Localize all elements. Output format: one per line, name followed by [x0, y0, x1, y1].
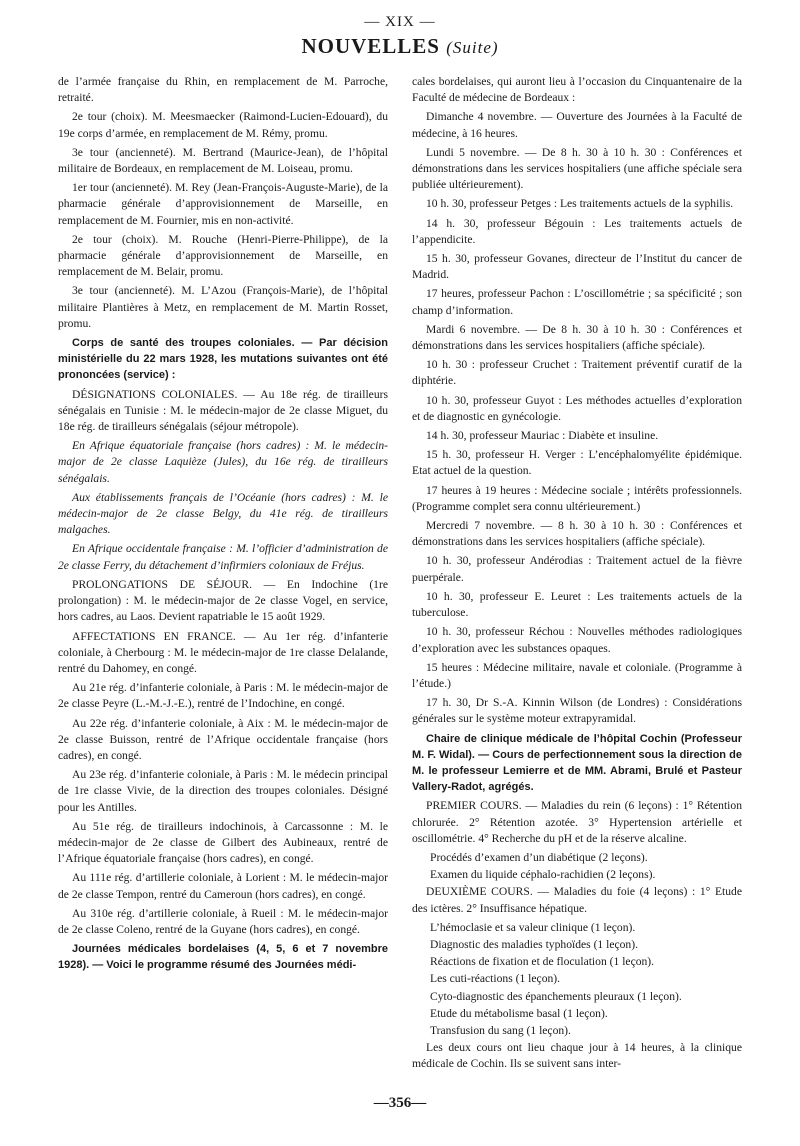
- paragraph: Au 23e rég. d’infanterie coloniale, à Paris : M. le médecin principal de 1re classe Vivie, de la direction des troupes coloniales. Désigné pour les Antilles.: [58, 768, 388, 814]
- paragraph: Dimanche 4 novembre. — Ouverture des Journées à la Faculté de médecine, à 16 heures.: [412, 110, 742, 140]
- paragraph: 17 heures à 19 heures : Médecine sociale ; intérêts professionnels. (Programme complet sera connu ultérieurement.): [412, 483, 742, 513]
- list-item: Procédés d’examen d’un diabétique (2 leçons).: [430, 850, 648, 864]
- list-item: Réactions de fixation et de floculation (1 leçon).: [430, 955, 655, 969]
- paragraph: 3e tour (ancienneté). M. Bertrand (Maurice-Jean), de l’hôpital militaire de Bordeaux, en remplacement de M. Loiseau, promu.: [58, 145, 388, 176]
- paragraph: Au 22e rég. d’infanterie coloniale, à Aix : M. le médecin-major de 2e classe Buisson, rentré de l’Afrique occidentale française (hors cadres), en congé.: [58, 716, 388, 762]
- title-suffix: (Suite): [446, 38, 499, 57]
- paragraph: 10 h. 30, professeur Réchou : Nouvelles méthodes radiologiques d’exploration avec les substances opaques.: [412, 625, 742, 655]
- list-item: Diagnostic des maladies typhoïdes (1 leçon).: [430, 937, 638, 951]
- page-number: —356—: [373, 1095, 427, 1111]
- paragraph: 10 h. 30 : professeur Cruchet : Traitement préventif curatif de la diphtérie.: [412, 358, 742, 388]
- paragraph: AFFECTATIONS EN FRANCE. — Au 1er rég. d’infanterie coloniale, à Cherbourg : M. le médecin-major de 1re classe Delalande, rentré du Dahomey, en congé.: [58, 629, 388, 675]
- page-title: [0, 34, 800, 59]
- paragraph: Aux établissements français de l’Océanie (hors cadres) : M. le médecin-major de 2e classe Belgy, du 41e rég. de tirailleurs malgaches.: [58, 490, 388, 537]
- paragraph: Au 310e rég. d’artillerie coloniale, à Rueil : M. le médecin-major de 2e classe Coleno, rentré de la Guyane (hors cadres), en congé.: [58, 906, 388, 936]
- list-item: Cyto-diagnostic des épanchements pleuraux (1 leçon).: [430, 989, 682, 1003]
- paragraph: 10 h. 30, professeur Andérodias : Traitement actuel de la fièvre puerpérale.: [412, 554, 742, 584]
- paragraph: Au 51e rég. de tirailleurs indochinois, à Carcassonne : M. le médecin-major de 2e classe de Gilbert des Aubineaux, rentré de l’Afrique équatoriale française (hors cadres), en congé.: [58, 819, 388, 866]
- paragraph: 2e tour (choix). M. Meesmaecker (Raimond-Lucien-Edouard), du 19e corps d’armée, en remplacement de M. Rémy, promu.: [58, 110, 388, 140]
- paragraph: 15 h. 30, professeur H. Verger : L’encéphalomyélite épidémique. Etat actuel de la question.: [412, 448, 742, 478]
- paragraph: 17 heures, professeur Pachon : L’oscillométrie ; sa spécificité ; son champ d’information.: [412, 287, 742, 317]
- roman-page-number: — XIX —: [364, 14, 436, 30]
- paragraph: 14 h. 30, professeur Mauriac : Diabète et insuline.: [426, 429, 659, 443]
- right-column: [412, 74, 742, 1076]
- paragraph: En Afrique équatoriale française (hors cadres) : M. le médecin-major de 2e classe Laquièze (Jules), du 16e rég. de tirailleurs sénégalais.: [58, 439, 388, 485]
- paragraph: Mercredi 7 novembre. — 8 h. 30 à 10 h. 30 : Conférences et démonstrations dans les services hospitaliers (affiche spéciale).: [412, 519, 742, 549]
- paragraph: Mardi 6 novembre. — De 8 h. 30 à 10 h. 30 : Conférences et démonstrations dans les services hospitaliers (affiche spéciale).: [412, 322, 742, 353]
- paragraph: DÉSIGNATIONS COLONIALES. — Au 18e rég. de tirailleurs sénégalais en Tunisie : M. le médecin-major de 2e classe Miguet, du 18e rég. de tirailleurs sénégalais (séjour métropole).: [58, 387, 388, 434]
- paragraph: PREMIER COURS. — Maladies du rein (6 leçons) : 1° Rétention chlorurée. 2° Rétention azotée. 3° Hypertension artérielle et oscillométrie. 4° Recherche du pH et de la réserve alcaline.: [412, 799, 742, 845]
- section-heading-chaire-cochin: Chaire de clinique médicale de l’hôpital Cochin (Professeur M. F. Widal). — Cours de perfectionnement sous la direction de M. le professeur Lemierre et de MM. Abrami, Brulé et Pasteur Vallery-Radot, agrégés.: [412, 732, 742, 794]
- list-item: Examen du liquide céphalo-rachidien (2 leçons).: [430, 868, 656, 882]
- list-item: Transfusion du sang (1 leçon).: [430, 1023, 571, 1037]
- paragraph: 10 h. 30, professeur Guyot : Les méthodes actuelles d’exploration et de diagnostic en gynécologie.: [412, 393, 742, 423]
- list-item: Les cuti-réactions (1 leçon).: [430, 972, 561, 986]
- paragraph: 15 h. 30, professeur Govanes, directeur de l’Institut du cancer de Madrid.: [412, 252, 742, 282]
- list-item: L’hémoclasie et sa valeur clinique (1 leçon).: [430, 920, 636, 934]
- paragraph: 14 h. 30, professeur Bégouin : Les traitements actuels de l’appendicite.: [412, 216, 742, 246]
- paragraph: Lundi 5 novembre. — De 8 h. 30 à 10 h. 30 : Conférences et démonstrations dans les services hospitaliers (une affiche spéciale sera publiée ultérieurement).: [412, 145, 742, 192]
- paragraph: Les deux cours ont lieu chaque jour à 14 heures, à la clinique médicale de Cochin. Ils se suivent sans inter-: [412, 1041, 742, 1071]
- left-column: [58, 74, 388, 977]
- title-text: NOUVELLES: [301, 34, 440, 58]
- section-heading-corps-de-sante: Corps de santé des troupes coloniales. — Par décision ministérielle du 22 mars 1928, les mutations suivantes ont été prononcées (service) :: [58, 337, 388, 382]
- paragraph: 10 h. 30, professeur E. Leuret : Les traitements actuels de la tuberculose.: [412, 589, 742, 620]
- paragraph: 10 h. 30, professeur Petges : Les traitements actuels de la syphilis.: [426, 197, 734, 211]
- paragraph: En Afrique occidentale française : M. l’officier d’administration de 2e classe Ferry, du détachement d’infirmiers coloniaux de Fréjus.: [58, 542, 388, 572]
- paragraph: 1er tour (ancienneté). M. Rey (Jean-François-Auguste-Marie), de la pharmacie générale d’approvisionnement de Marseille, en remplacement de M. Fournier, mis en non-activité.: [58, 181, 388, 227]
- paragraph: 17 h. 30, Dr S.-A. Kinnin Wilson (de Londres) : Considérations générales sur le système moteur extrapyramidal.: [412, 696, 742, 726]
- paragraph: Au 21e rég. d’infanterie coloniale, à Paris : M. le médecin-major de 2e classe Peyre (L.-M.-J.-E.), rentré de l’Indochine, en congé.: [58, 681, 388, 711]
- paragraph: de l’armée française du Rhin, en remplacement de M. Parroche, retraité.: [58, 75, 388, 105]
- paragraph: DEUXIÈME COURS. — Maladies du foie (4 leçons) : 1° Etude des ictères. 2° Insuffisance hépatique.: [412, 885, 742, 915]
- paragraph: 15 heures : Médecine militaire, navale et coloniale. (Programme à l’étude.): [412, 660, 742, 690]
- paragraph: Au 111e rég. d’artillerie coloniale, à Lorient : M. le médecin-major de 2e classe Tempon, rentré du Cameroun (hors cadres), en congé.: [58, 871, 388, 901]
- list-item: Etude du métabolisme basal (1 leçon).: [430, 1006, 608, 1020]
- paragraph: PROLONGATIONS DE SÉJOUR. — En Indochine (1re prolongation) : M. le médecin-major de 2e classe Vogel, en service, hors cadres, au Laos. Devient rapatriable le 15 août 1929.: [58, 577, 388, 624]
- paragraph: cales bordelaises, qui auront lieu à l’occasion du Cinquantenaire de la Faculté de médecine de Bordeaux :: [412, 75, 742, 105]
- paragraph: 3e tour (ancienneté). M. L’Azou (François-Marie), de l’hôpital militaire Plantières à Metz, en remplacement de M. Martin Rosset, promu.: [58, 284, 388, 330]
- paragraph: 2e tour (choix). M. Rouche (Henri-Pierre-Philippe), de la pharmacie générale d’approvisionnement de Marseille, en remplacement de M. Belair, promu.: [58, 232, 388, 279]
- section-heading-journees-medicales: Journées médicales bordelaises (4, 5, 6 et 7 novembre 1928). — Voici le programme résumé des Journées médi-: [58, 943, 388, 972]
